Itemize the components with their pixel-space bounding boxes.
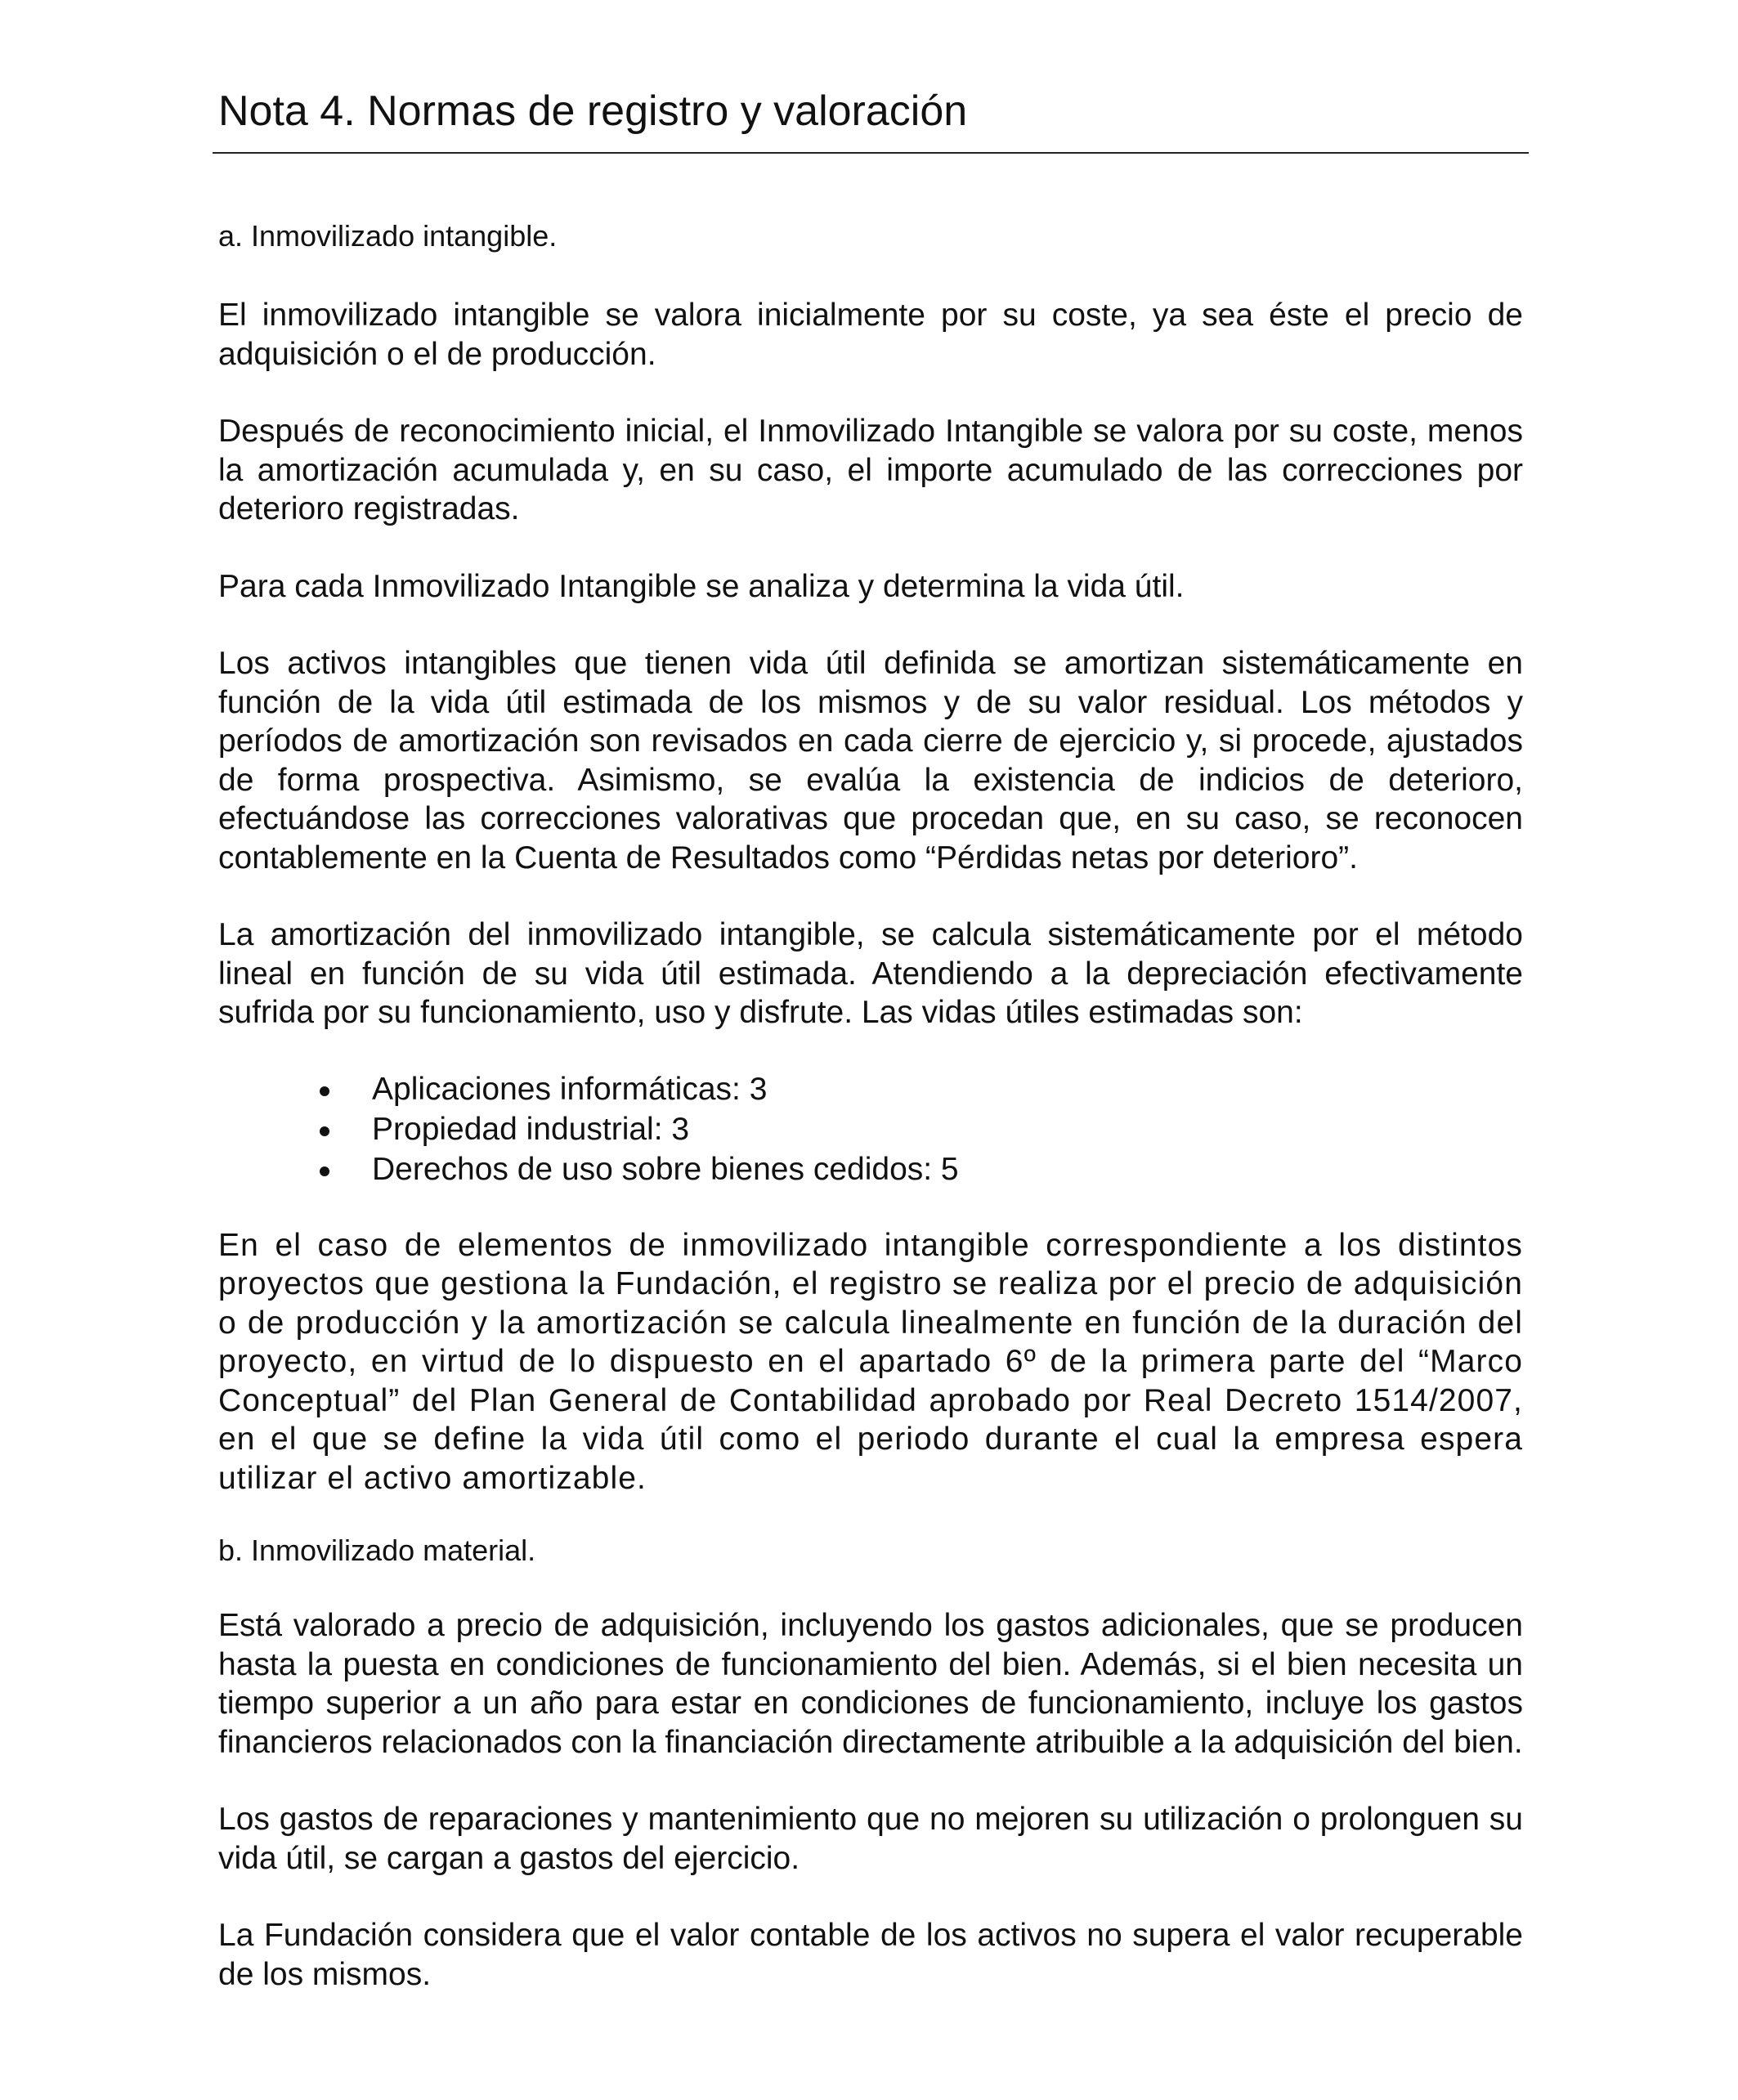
- section-b-paragraph-2: Los gastos de reparaciones y mantenimiento que no mejoren su utilización o prolonguen su vida útil, se cargan a gastos del ejercicio.: [218, 1802, 1523, 1876]
- page-title: Nota 4. Normas de registro y valoración: [218, 87, 968, 135]
- list-item-text: Propiedad industrial: 3: [372, 1111, 690, 1147]
- list-item-text: Derechos de uso sobre bienes cedidos: 5: [372, 1151, 959, 1187]
- section-b-heading: b. Inmovilizado material.: [218, 1534, 536, 1567]
- bullet-icon: [320, 1166, 329, 1176]
- section-a-paragraph-1: El inmovilizado intangible se valora inicialmente por su coste, ya sea éste el precio de adquisición o el de producción.: [218, 298, 1523, 372]
- section-b-paragraph-1: Está valorado a precio de adquisición, incluyendo los gastos adicionales, que se producen hasta la puesta en condiciones de funcionamiento del bien. Además, si el bien necesita un tiempo superior a un año para estar en condiciones de funcionamiento, incluye los gastos financieros relacionados con la financiación directamente atribuible a la adquisición del bien.: [218, 1608, 1523, 1760]
- section-a-paragraph-2: Después de reconocimiento inicial, el Inmovilizado Intangible se valora por su coste, menos la amortización acumulada y, en su caso, el importe acumulado de las correcciones por deterioro registradas.: [218, 414, 1523, 526]
- section-a-heading: a. Inmovilizado intangible.: [218, 219, 558, 253]
- section-a-paragraph-4: Los activos intangibles que tienen vida útil definida se amortizan sistemáticamente en función de la vida útil estimada de los mismos y de su valor residual. Los métodos y períodos de amortización son revisados en cada cierre de ejercicio y, si procede, ajustados de forma prospectiva. Asimismo, se evalúa la existencia de indicios de deterioro, efectuándose las correcciones valorativas que procedan que, en su caso, se reconocen contablemente en la Cuenta de Resultados como “Pérdidas netas por deterioro”.: [218, 646, 1523, 875]
- list-item: [218, 1069, 1523, 1109]
- section-b-paragraph-3: La Fundación considera que el valor contable de los activos no supera el valor recuperable de los mismos.: [218, 1918, 1523, 1992]
- section-a-paragraph-3: Para cada Inmovilizado Intangible se analiza y determina la vida útil.: [218, 568, 1185, 604]
- useful-lives-list: [218, 1069, 1523, 1189]
- list-item: [218, 1149, 1523, 1189]
- bullet-icon: [320, 1126, 329, 1136]
- section-a-paragraph-6: En el caso de elementos de inmovilizado intangible correspondiente a los distintos proyectos que gestiona la Fundación, el registro se realiza por el precio de adquisición o de producción y la amortización se calcula linealmente en función de la duración del proyecto, en virtud de lo dispuesto en el apartado 6º de la primera parte del “Marco Conceptual” del Plan General de Contabilidad aprobado por Real Decreto 1514/2007, en el que se define la vida útil como el periodo durante el cual la empresa espera utilizar el activo amortizable.: [218, 1227, 1523, 1496]
- list-item-text: Aplicaciones informáticas: 3: [372, 1071, 768, 1107]
- bullet-icon: [320, 1086, 329, 1096]
- page-content: [218, 218, 1523, 1994]
- section-a-paragraph-5: La amortización del inmovilizado intangible, se calcula sistemáticamente por el método lineal en función de su vida útil estimada. Atendiendo a la depreciación efectivamente sufrida por su funcionamiento, uso y disfrute. Las vidas útiles estimadas son:: [218, 917, 1523, 1030]
- title-divider: [213, 152, 1529, 154]
- list-item: [218, 1109, 1523, 1149]
